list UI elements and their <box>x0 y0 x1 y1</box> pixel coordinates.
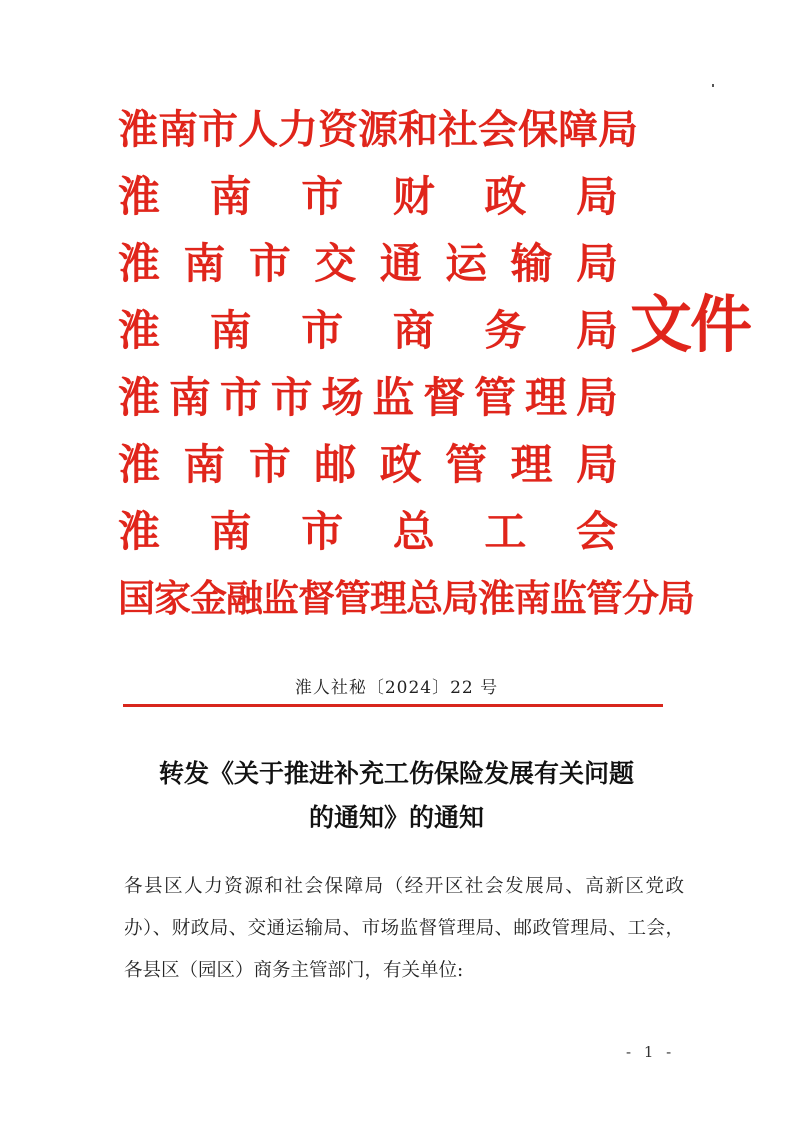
issuer-char: 督 <box>423 373 466 422</box>
issuer-char: 人 <box>238 106 278 153</box>
document-number: 淮人社秘〔2024〕22 号 <box>294 678 499 698</box>
issuer-char: 淮 <box>118 239 161 288</box>
issuer-row <box>118 163 618 230</box>
issuer-char: 淮 <box>118 440 161 489</box>
issuer-char: 南 <box>514 576 550 620</box>
issuer-char: 力 <box>278 106 318 153</box>
issuer-char: 局 <box>575 373 618 422</box>
issuer-char: 务 <box>484 306 527 355</box>
issuer-char: 南 <box>209 306 252 355</box>
issuer-char: 会 <box>478 106 518 153</box>
issuer-char: 南 <box>183 239 226 288</box>
issuer-char: 淮 <box>478 576 514 620</box>
issuer-row <box>118 230 618 297</box>
issuer-char: 南 <box>158 106 198 153</box>
issuer-row <box>118 364 618 431</box>
page-number: - 1 - <box>626 1043 676 1061</box>
title-line-2: 的通知》的通知 <box>308 803 484 832</box>
issuer-char: 市 <box>198 106 238 153</box>
issuer-char: 市 <box>219 373 262 422</box>
document-title <box>0 752 793 840</box>
issuer-char: 市 <box>248 239 291 288</box>
issuer-char: 南 <box>183 440 226 489</box>
issuer-char: 运 <box>445 239 488 288</box>
issuer-char: 家 <box>154 576 190 620</box>
issuer-char: 保 <box>518 106 558 153</box>
title-line-1: 转发《关于推进补充工伤保险发展有关问题 <box>158 759 634 788</box>
issuer-char: 管 <box>474 373 517 422</box>
issuer-char: 总 <box>392 507 435 556</box>
issuer-char: 国 <box>118 576 154 620</box>
issuer-char: 邮 <box>314 440 357 489</box>
issuer-char: 局 <box>575 440 618 489</box>
issuer-char: 淮 <box>118 373 161 422</box>
issuer-char: 总 <box>406 576 442 620</box>
issuer-char: 管 <box>586 576 622 620</box>
issuer-char: 南 <box>168 373 211 422</box>
issuer-char: 南 <box>209 172 252 221</box>
issuer-char: 商 <box>392 306 435 355</box>
issuer-char: 障 <box>558 106 598 153</box>
issuer-char: 理 <box>510 440 553 489</box>
addressee-paragraph: 各县区人力资源和社会保障局（经开区社会发展局、高新区党政办）、财政局、交通运输局、市场监督管理局、邮政管理局、工会，各县区（园区）商务主管部门，有关单位: <box>124 876 684 981</box>
issuer-char: 政 <box>484 172 527 221</box>
issuer-char: 源 <box>358 106 398 153</box>
issuer-char: 监 <box>262 576 298 620</box>
issuer-row <box>118 565 694 632</box>
issuer-char: 理 <box>370 576 406 620</box>
issuer-char: 市 <box>301 306 344 355</box>
issuer-char: 市 <box>301 172 344 221</box>
issuer-char: 管 <box>334 576 370 620</box>
issuer-char: 和 <box>398 106 438 153</box>
issuer-row <box>118 96 638 163</box>
document-type-label: 文件 <box>630 288 751 361</box>
issuer-row <box>118 431 618 498</box>
issuer-char: 通 <box>379 239 422 288</box>
issuer-char: 局 <box>575 306 618 355</box>
issuer-char: 社 <box>438 106 478 153</box>
issuer-char: 局 <box>598 106 638 153</box>
issuer-char: 政 <box>379 440 422 489</box>
issuer-char: 资 <box>318 106 358 153</box>
issuer-char: 分 <box>622 576 658 620</box>
issuer-char: 淮 <box>118 507 161 556</box>
issuer-char: 融 <box>226 576 262 620</box>
issuer-char: 局 <box>442 576 478 620</box>
issuer-char: 场 <box>321 373 364 422</box>
issuer-char: 市 <box>270 373 313 422</box>
issuer-char: 会 <box>575 507 618 556</box>
issuer-char: 理 <box>525 373 568 422</box>
issuer-char: 金 <box>190 576 226 620</box>
issuer-char: 监 <box>550 576 586 620</box>
issuer-char: 淮 <box>118 172 161 221</box>
issuer-char: 局 <box>575 172 618 221</box>
issuer-char: 市 <box>301 507 344 556</box>
issuer-char: 工 <box>484 507 527 556</box>
red-divider-line <box>123 704 663 707</box>
issuer-char: 输 <box>510 239 553 288</box>
issuer-char: 交 <box>314 239 357 288</box>
issuer-char: 局 <box>658 576 694 620</box>
scan-speck <box>712 84 714 87</box>
issuer-char: 淮 <box>118 306 161 355</box>
issuer-char: 监 <box>372 373 415 422</box>
issuer-char: 淮 <box>118 106 158 153</box>
issuer-char: 市 <box>248 440 291 489</box>
issuer-char: 南 <box>209 507 252 556</box>
issuer-char: 局 <box>575 239 618 288</box>
issuer-row <box>118 297 618 364</box>
issuer-char: 督 <box>298 576 334 620</box>
issuer-char: 财 <box>392 172 435 221</box>
issuer-row <box>118 498 618 565</box>
issuer-char: 管 <box>445 440 488 489</box>
